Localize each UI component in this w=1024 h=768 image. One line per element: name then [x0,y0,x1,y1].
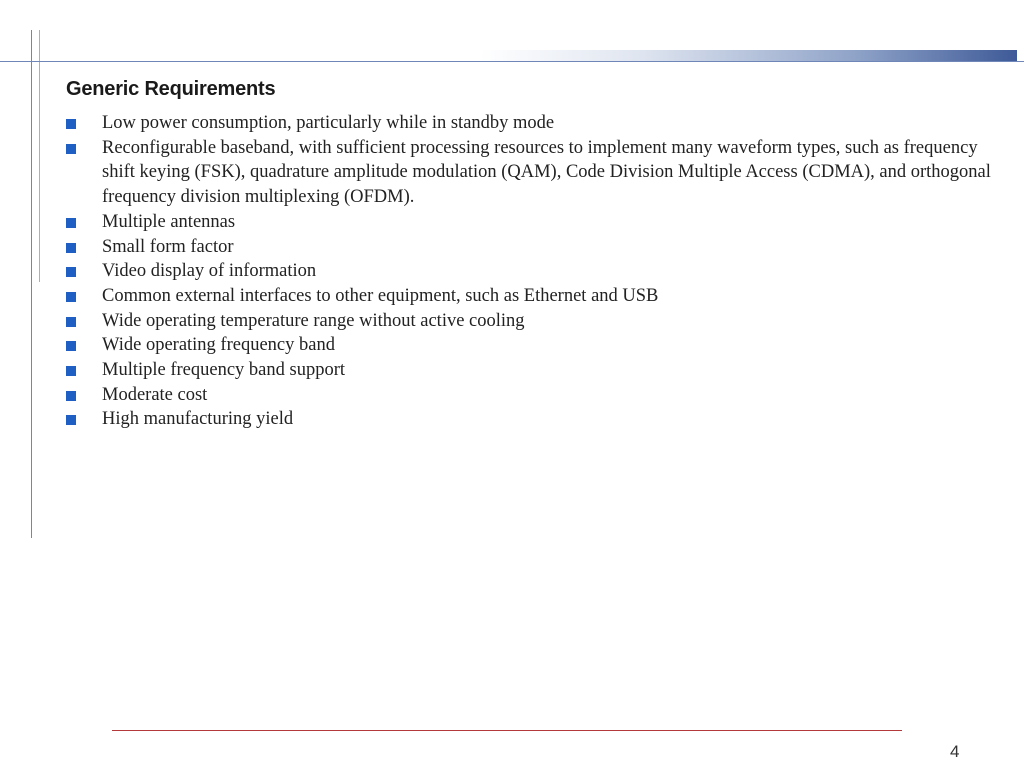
list-item-text: Small form factor [102,236,234,257]
square-bullet-icon [66,415,76,425]
square-bullet-icon [66,218,76,228]
square-bullet-icon [66,391,76,401]
list-item [66,383,996,408]
slide-heading: Generic Requirements [66,78,276,100]
header-gradient-bar [480,50,1017,61]
list-item-text: Moderate cost [102,384,208,405]
list-item-text: High manufacturing yield [102,409,294,430]
list-item-text: Wide operating temperature range without active cooling [102,310,525,331]
list-item [66,407,996,432]
square-bullet-icon [66,317,76,327]
list-item-text: Common external interfaces to other equipment, such as Ethernet and USB [102,285,659,306]
square-bullet-icon [66,144,76,154]
footer-rule [112,730,902,731]
header-rule [0,61,1024,62]
list-item [66,284,996,309]
list-item-text: Multiple frequency band support [102,360,346,381]
list-item [66,136,996,210]
list-item-text: Low power consumption, particularly while in standby mode [102,113,555,133]
left-vertical-rule-inner [39,30,40,282]
list-item [66,210,996,235]
square-bullet-icon [66,267,76,277]
list-item-text: Reconfigurable baseband, with sufficient processing resources to implement many waveform types, such as frequency shift keying (FSK), quadrature amplitude modulation (QAM), Code Division Multiple Access (CDMA), and orthogonal frequency division multiplexing (OFDM). [102,137,991,208]
square-bullet-icon [66,366,76,376]
list-item [66,358,996,383]
list-item [66,259,996,284]
square-bullet-icon [66,119,76,129]
list-item-text: Multiple antennas [102,211,236,232]
square-bullet-icon [66,292,76,302]
left-vertical-rule [31,30,32,538]
requirements-list [66,111,996,432]
list-item [66,333,996,358]
list-item-text: Wide operating frequency band [102,335,335,356]
square-bullet-icon [66,243,76,253]
list-item [66,309,996,334]
list-item-text: Video display of information [102,261,317,282]
square-bullet-icon [66,341,76,351]
list-item [66,111,996,136]
page-number: 4 [950,742,960,761]
list-item [66,235,996,260]
